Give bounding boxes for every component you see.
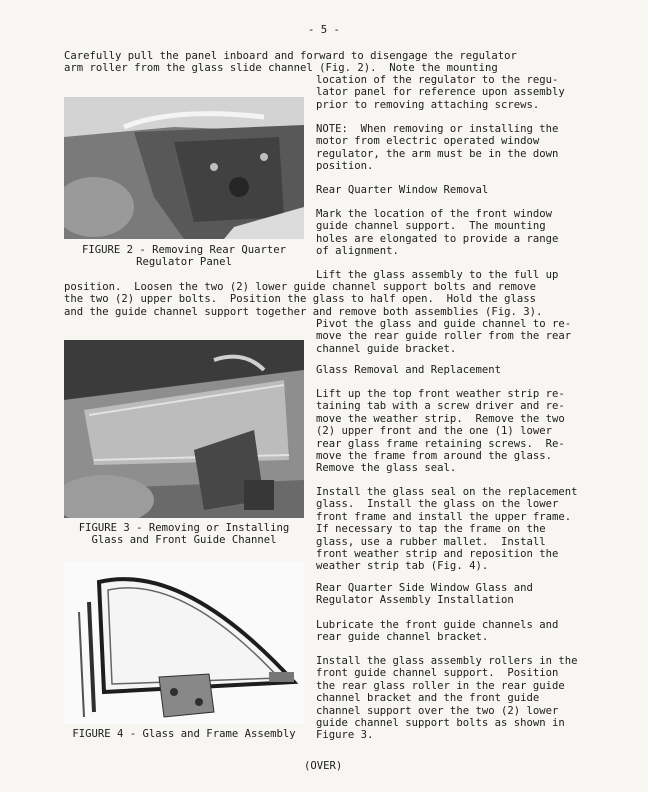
glass-removal-para-1: Lift up the top front weather strip re- taining tab with a screw driver and re- move the weather strip. Remove the two (2) upper front and the one (1) lower rear glass frame retaining screws. Re- move the frame from around the glass. Remove the glass seal. (316, 388, 565, 475)
installation-para-1: Lubricate the front guide channels and rear guide channel bracket. (316, 619, 559, 644)
rear-quarter-para-2-start: Lift the glass assembly to the full up (316, 269, 559, 281)
figure-3-photo (64, 340, 304, 518)
rear-quarter-para-3: Pivot the glass and guide channel to re- move the rear guide roller from the rear channel guide bracket. (316, 318, 572, 355)
intro-continued: location of the regulator to the regu- lator panel for reference upon assembly prior to removing attaching screws. (316, 74, 565, 111)
figure-4-image (64, 562, 304, 724)
figure-2-caption: FIGURE 2 - Removing Rear Quarter Regulator Panel (81, 244, 287, 269)
heading-rear-quarter-window-removal: Rear Quarter Window Removal (316, 184, 489, 196)
rear-quarter-para-1: Mark the location of the front window guide channel support. The mounting holes are elongated to provide a range of alignment. (316, 208, 559, 258)
figure-2-photo (64, 97, 304, 239)
rear-quarter-para-2: position. Loosen the two (2) lower guide channel support bolts and remove the two (2) upper bolts. Position the glass to half open. Hold the glass and the guide channel support together and remove both assemblies (Fig. 3). (64, 281, 543, 318)
heading-installation: Rear Quarter Side Window Glass and Regulator Assembly Installation (316, 582, 533, 607)
page-footer-over: (OVER) (304, 760, 343, 772)
figure-4-photo (64, 562, 304, 724)
heading-glass-removal: Glass Removal and Replacement (316, 364, 501, 376)
installation-para-2: Install the glass assembly rollers in the front guide channel support. Position the rear glass roller in the rear guide channel bracket and the front guide channel support over the two (2) lower guide channel support bolts as shown in Figure 3. (316, 655, 578, 742)
note-text: NOTE: When removing or installing the motor from electric operated window regulator, the arm must be in the down position. (316, 123, 559, 173)
intro-line-2: arm roller from the glass slide channel (Fig. 2). Note the mounting (64, 62, 498, 74)
figure-3-caption: FIGURE 3 - Removing or Installing Glass and Front Guide Channel (78, 522, 290, 547)
glass-removal-para-2: Install the glass seal on the replacement glass. Install the glass on the lower front frame and install the upper frame. If necessary to tap the frame on the glass, use a rubber mallet. Install front weather strip and reposition the weather strip tab (Fig. 4). (316, 486, 578, 573)
intro-line-1: Carefully pull the panel inboard and forward to disengage the regulator (64, 50, 517, 62)
figure-4-caption: FIGURE 4 - Glass and Frame Assembly (72, 728, 296, 740)
page-number: - 5 - (308, 24, 340, 36)
figure-3-image (64, 340, 304, 518)
figure-2-image (64, 97, 304, 239)
